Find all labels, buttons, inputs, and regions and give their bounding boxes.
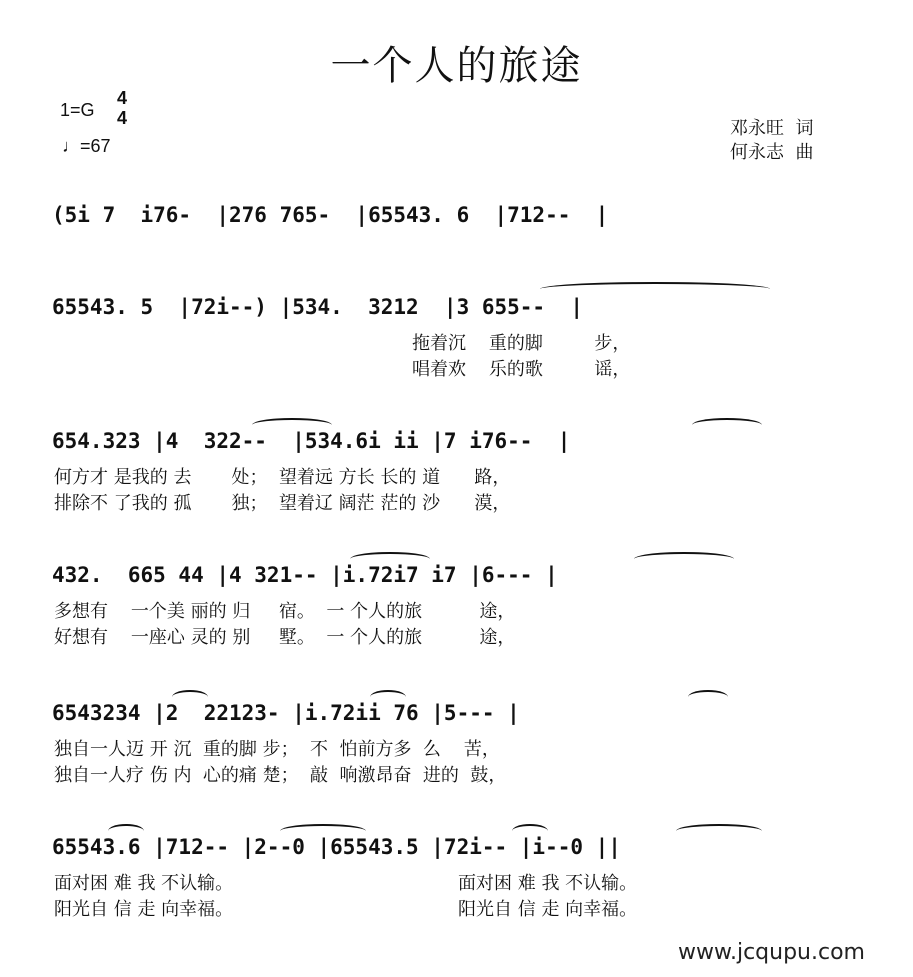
tie-mark [172,690,208,704]
tie-mark [512,824,548,838]
lyric-verse-1-right: 面对困 难 我 不认输。 [458,873,638,894]
lyric-verse-2: 排除不 了我的 孤 独； 望着辽 阔茫 茫的 沙 漠， [54,493,511,514]
tie-mark [108,824,144,838]
lyric-verse-2: 好想有 一座心 灵的 别 墅。 一 个人的旅 途， [54,627,516,648]
score-row-5 [0,700,913,740]
score-row-4 [0,562,913,602]
lyricist: 邓永旺 词 [730,118,814,139]
tie-mark [370,690,406,704]
key-signature: 1=G [60,100,95,120]
composer: 何永志 曲 [730,142,814,163]
notation-line: 654.323 |4 322-- |534.6i ii |7 i76-- | [52,429,571,453]
tie-mark [540,282,770,296]
score-row-1 [0,202,913,242]
score-row-3 [0,428,913,468]
tie-mark [350,552,430,566]
time-signature [114,88,130,128]
notation-line: 65543.6 |712-- |2--0 |65543.5 |72i-- |i--0 || [52,835,621,859]
score-row-6 [0,834,913,874]
tie-mark [676,824,762,838]
tie-mark [280,824,366,838]
song-title: 一个人的旅途 [330,43,583,89]
tie-mark [634,552,734,566]
tie-mark [252,418,332,432]
lyric-verse-1-left: 面对困 难 我 不认输。 [54,873,234,894]
lyric-verse-1: 多想有 一个美 丽的 归 宿。 一 个人的旅 途， [54,601,516,622]
lyric-verse-1: 拖着沉 重的脚 步， [412,333,631,354]
tempo-mark: ♩=67 [62,136,111,156]
lyric-verse-1: 何方才 是我的 去 处； 望着远 方长 长的 道 路， [54,467,511,488]
lyric-verse-2-right: 阳光自 信 走 向幸福。 [458,899,638,920]
notation-line: 6543234 |2 22123- |i.72ii 76 |5--- | [52,701,520,725]
lyric-verse-2: 独自一人疗 伤 内 心的痛 楚； 敲 响激昂奋 进的 鼓， [54,765,507,786]
tie-mark [688,690,728,704]
tie-mark [692,418,762,432]
score-row-2 [0,294,913,334]
credits [730,117,813,165]
lyric-verse-2: 唱着欢 乐的歌 谣， [412,359,631,380]
notation-line: 432. 665 44 |4 321-- |i.72i7 i7 |6--- | [52,563,558,587]
notation-line: 65543. 5 |72i--) |534. 3212 |3 655-- | [52,295,584,319]
site-watermark: www.jcqupu.com [678,940,865,965]
lyric-verse-1: 独自一人迈 开 沉 重的脚 步； 不 怕前方多 么 苦， [54,739,500,760]
lyric-verse-2-left: 阳光自 信 走 向幸福。 [54,899,234,920]
meter-bottom: 4 [116,108,127,128]
notation-line: (5i 7 i76- |276 765- |65543. 6 |712-- | [52,203,609,227]
meter-top: 4 [116,88,127,108]
